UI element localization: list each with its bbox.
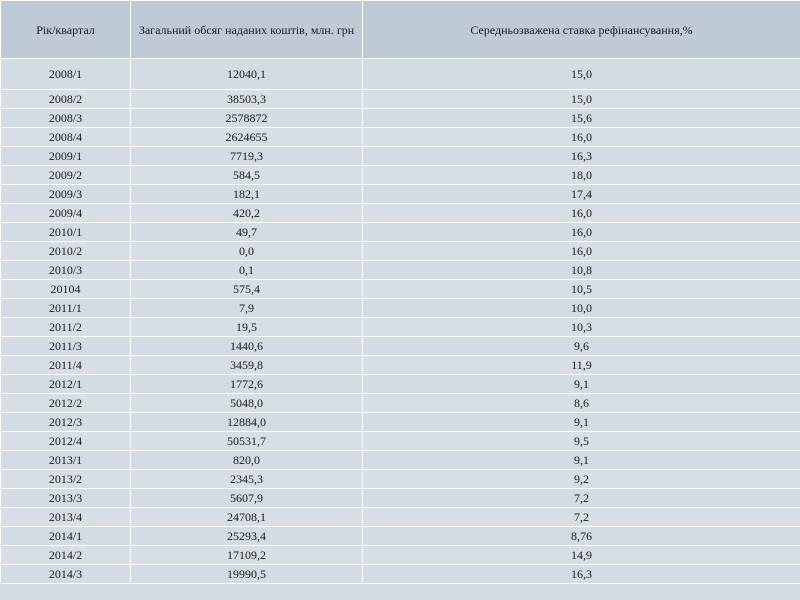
cell-total-funds: 38503,3 (131, 90, 363, 109)
cell-year-quarter: 2011/3 (1, 337, 131, 356)
cell-total-funds: 12884,0 (131, 413, 363, 432)
cell-refinancing-rate: 9,5 (363, 432, 800, 451)
cell-year-quarter: 2010/2 (1, 242, 131, 261)
cell-refinancing-rate: 7,2 (363, 489, 800, 508)
cell-year-quarter: 2008/2 (1, 90, 131, 109)
cell-refinancing-rate: 16,0 (363, 128, 800, 147)
cell-refinancing-rate: 16,3 (363, 147, 800, 166)
table-row (1, 470, 800, 489)
cell-year-quarter: 2011/1 (1, 299, 131, 318)
cell-refinancing-rate: 16,3 (363, 565, 800, 584)
cell-total-funds: 50531,7 (131, 432, 363, 451)
cell-year-quarter: 2013/2 (1, 470, 131, 489)
cell-refinancing-rate: 18,0 (363, 166, 800, 185)
cell-year-quarter: 2009/2 (1, 166, 131, 185)
cell-total-funds: 7,9 (131, 299, 363, 318)
cell-total-funds: 49,7 (131, 223, 363, 242)
table-row (1, 413, 800, 432)
header-year-quarter: Рік/квартал (1, 1, 131, 59)
cell-year-quarter: 2011/2 (1, 318, 131, 337)
table-row (1, 394, 800, 413)
cell-total-funds: 2345,3 (131, 470, 363, 489)
cell-total-funds: 0,0 (131, 242, 363, 261)
table-row (1, 508, 800, 527)
cell-refinancing-rate: 10,8 (363, 261, 800, 280)
cell-total-funds: 420,2 (131, 204, 363, 223)
table-header (1, 1, 800, 59)
cell-refinancing-rate: 9,1 (363, 375, 800, 394)
header-row (1, 1, 800, 59)
cell-refinancing-rate: 16,0 (363, 223, 800, 242)
table-row (1, 109, 800, 128)
cell-total-funds: 3459,8 (131, 356, 363, 375)
cell-year-quarter: 2014/3 (1, 565, 131, 584)
cell-total-funds: 5607,9 (131, 489, 363, 508)
cell-year-quarter: 2008/1 (1, 59, 131, 90)
cell-year-quarter: 2010/1 (1, 223, 131, 242)
table-row (1, 261, 800, 280)
table-row (1, 147, 800, 166)
cell-total-funds: 19990,5 (131, 565, 363, 584)
cell-year-quarter: 2012/1 (1, 375, 131, 394)
cell-total-funds: 2624655 (131, 128, 363, 147)
cell-year-quarter: 2013/4 (1, 508, 131, 527)
cell-year-quarter: 2012/4 (1, 432, 131, 451)
cell-year-quarter: 2011/4 (1, 356, 131, 375)
cell-refinancing-rate: 9,1 (363, 451, 800, 470)
table-row (1, 527, 800, 546)
cell-total-funds: 182,1 (131, 185, 363, 204)
cell-total-funds: 24708,1 (131, 508, 363, 527)
table-row (1, 204, 800, 223)
table-row (1, 356, 800, 375)
cell-refinancing-rate: 9,2 (363, 470, 800, 489)
cell-year-quarter: 2009/3 (1, 185, 131, 204)
cell-year-quarter: 2012/3 (1, 413, 131, 432)
cell-total-funds: 584,5 (131, 166, 363, 185)
cell-refinancing-rate: 10,3 (363, 318, 800, 337)
cell-year-quarter: 2010/3 (1, 261, 131, 280)
cell-refinancing-rate: 7,2 (363, 508, 800, 527)
cell-year-quarter: 2008/4 (1, 128, 131, 147)
table-row (1, 546, 800, 565)
cell-refinancing-rate: 9,6 (363, 337, 800, 356)
table-row (1, 565, 800, 584)
table-row (1, 90, 800, 109)
cell-total-funds: 25293,4 (131, 527, 363, 546)
cell-refinancing-rate: 15,6 (363, 109, 800, 128)
cell-year-quarter: 2014/1 (1, 527, 131, 546)
cell-refinancing-rate: 8,76 (363, 527, 800, 546)
table-row (1, 337, 800, 356)
table-row (1, 375, 800, 394)
cell-refinancing-rate: 10,0 (363, 299, 800, 318)
cell-year-quarter: 2009/1 (1, 147, 131, 166)
table-body (1, 59, 800, 584)
table-row (1, 451, 800, 470)
cell-total-funds: 7719,3 (131, 147, 363, 166)
cell-refinancing-rate: 9,1 (363, 413, 800, 432)
cell-refinancing-rate: 11,9 (363, 356, 800, 375)
table-row (1, 166, 800, 185)
cell-total-funds: 12040,1 (131, 59, 363, 90)
cell-total-funds: 1772,6 (131, 375, 363, 394)
table-row (1, 280, 800, 299)
cell-refinancing-rate: 14,9 (363, 546, 800, 565)
table-row (1, 299, 800, 318)
cell-total-funds: 19,5 (131, 318, 363, 337)
cell-year-quarter: 2013/1 (1, 451, 131, 470)
cell-refinancing-rate: 16,0 (363, 242, 800, 261)
cell-total-funds: 575,4 (131, 280, 363, 299)
header-refinancing-rate: Середньозважена ставка рефінансування,% (363, 1, 800, 59)
cell-total-funds: 1440,6 (131, 337, 363, 356)
cell-year-quarter: 2009/4 (1, 204, 131, 223)
cell-refinancing-rate: 15,0 (363, 59, 800, 90)
table-row (1, 489, 800, 508)
cell-refinancing-rate: 8,6 (363, 394, 800, 413)
cell-refinancing-rate: 16,0 (363, 204, 800, 223)
cell-refinancing-rate: 15,0 (363, 90, 800, 109)
cell-year-quarter: 2012/2 (1, 394, 131, 413)
table-row (1, 242, 800, 261)
cell-refinancing-rate: 17,4 (363, 185, 800, 204)
cell-year-quarter: 2013/3 (1, 489, 131, 508)
cell-year-quarter: 20104 (1, 280, 131, 299)
table-row (1, 59, 800, 90)
table-row (1, 223, 800, 242)
table-row (1, 185, 800, 204)
cell-year-quarter: 2014/2 (1, 546, 131, 565)
cell-year-quarter: 2008/3 (1, 109, 131, 128)
table-row (1, 432, 800, 451)
cell-total-funds: 820,0 (131, 451, 363, 470)
cell-total-funds: 17109,2 (131, 546, 363, 565)
cell-total-funds: 0,1 (131, 261, 363, 280)
cell-refinancing-rate: 10,5 (363, 280, 800, 299)
cell-total-funds: 5048,0 (131, 394, 363, 413)
table-row (1, 128, 800, 147)
cell-total-funds: 2578872 (131, 109, 363, 128)
table-row (1, 318, 800, 337)
header-total-funds: Загальний обсяг наданих коштів, млн. грн (131, 1, 363, 59)
